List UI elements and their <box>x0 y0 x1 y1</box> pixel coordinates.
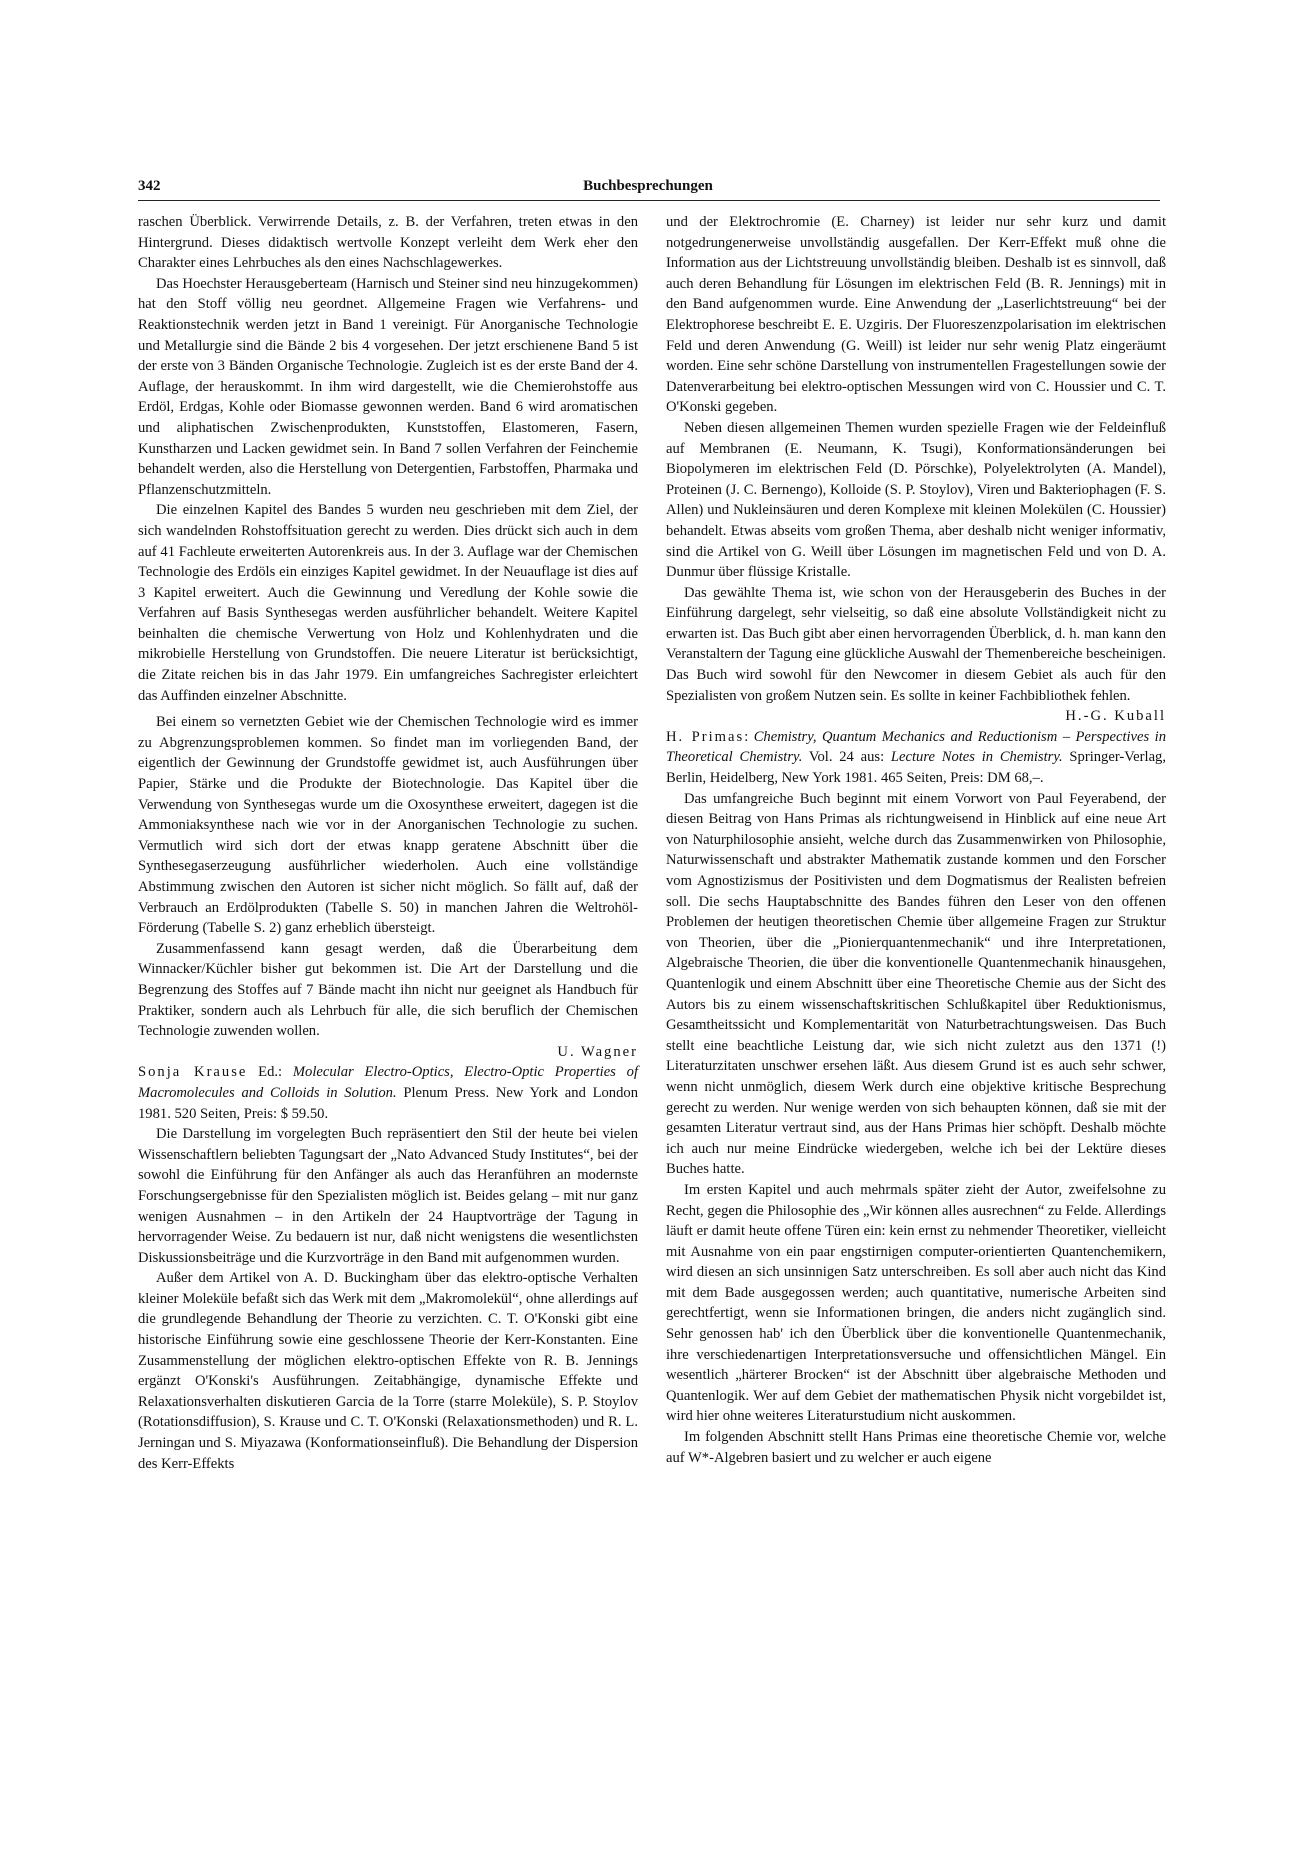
paragraph: Im ersten Kapitel und auch mehrmals später zieht der Autor, zweifelsohne zu Recht, gegen die Philosophie des „Wir können alles ausrechnen“ zu Felde. Allerdings läuft er damit heute offene Türen ein: kein ernst zu nehmender Theoretiker, vielleicht mit Ausnahme von ein paar engstirnigen computer-orientierten Quantenchemikern, wird diesen an sich unsinnigen Satz unterschreiben. Es soll aber auch nicht das Kind mit dem Bade ausgegossen werden; auch quantitative, numerische Arbeiten sind gerechtfertigt, wenn sie Informationen bringen, die anders nicht zugänglich sind. Sehr genossen hab' ich den Überblick über die konventionelle Quantenmechanik, ihre verschiedenartigen Interpretationsversuche und offensichtlichen Mängel. Ein wesentlich „härterer Brocken“ ist der Abschnitt über algebraische Methoden und Quantenlogik. Wer auf dem Gebiet der mathematischen Physik nicht vorgebildet ist, wird hier ohne weiteres Literaturstudium nicht auskommen. <box>666 1181 1166 1425</box>
paragraph: raschen Überblick. Verwirrende Details, z. B. der Verfahren, treten etwas in den Hintergrund. Dieses didaktisch wertvolle Konzept verleiht dem Werk eher den Charakter eines Lehrbuches als den eines Nachschlagewerkes. <box>138 214 638 272</box>
paragraph: Neben diesen allgemeinen Themen wurden spezielle Fragen wie der Feldeinfluß auf Membranen (E. Neumann, K. Tsugi), Konformationsänderungen bei Biopolymeren im elektrischen Feld (D. Pörschke), Polyelektrolyten (A. Mandel), Proteinen (J. C. Bernengo), Kolloide (S. P. Stoylov), Viren und Bakteriophagen (F. S. Allen) und Nukleinsäuren und deren Komplexe mit kleinen Molekülen (C. Houssier) behandelt. Etwas abseits vom großen Thema, aber deshalb nicht weniger informativ, sind die Artikel von G. Weill über Lösungen im magnetischen Feld und von D. A. Dunmur über flüssige Kristalle. <box>666 419 1166 581</box>
paragraph: Die Darstellung im vorgelegten Buch repräsentiert den Stil der heute bei vielen Wissenschaftlern beliebten Tagungsart der „Nato Advanced Study Institutes“, bei der sowohl die Einführung für den Anfänger als auch das Heranführen an modernste Forschungsergebnisse für den Spezialisten möglich ist. Beides gelang – mit nur ganz wenigen Ausnahmen – in den Artikeln der 24 Hauptvorträge der Tagung in hervorragender Weise. Zu bedauern ist nur, daß nicht wenigstens die wesentlichsten Diskussionsbeiträge und die Kurzvorträge in den Band mit aufgenommen wurden. <box>138 1126 638 1266</box>
book-publication-info: Plenum Press. New York and London 1981. 520 Seiten, Preis: $ 59.50. <box>138 1084 638 1122</box>
book-series: Lecture Notes in Chemistry. <box>890 749 1063 766</box>
paragraph: Das Hoechster Herausgeberteam (Harnisch und Steiner sind neu hinzugekommen) hat den Stoff völlig neu geordnet. Allgemeine Fragen wie Verfahrens- und Reaktionstechnik werden jetzt in Band 1 vereinigt. Für Anorganische Technologie und Metallurgie sind die Bände 2 bis 4 vorgesehen. Der jetzt erschienene Band 5 ist der erste von 3 Bänden Organische Technologie. Zugleich ist es der erste Band der 4. Auflage, der herauskommt. In ihm wird dargestellt, wie die Chemierohstoffe aus Erdöl, Erdgas, Kohle oder Biomasse gewonnen werden. Band 6 wird aromatischen und aliphatischen Zwischenprodukten, Kunststoffen, Elastomeren, Fasern, Kunstharzen und Lacken gewidmet sein. In Band 7 sollen Verfahren der Feinchemie behandelt werden, also die Herstellung von Detergentien, Farbstoffen, Pharmaka und Pflanzenschutzmitteln. <box>138 275 638 498</box>
running-title: Buchbesprechungen <box>583 178 713 194</box>
header-rule <box>138 200 1160 201</box>
right-column <box>666 212 1166 1468</box>
paragraph: Das gewählte Thema ist, wie schon von der Herausgeberin des Buches in der Einführung dargelegt, sehr vielseitig, so daß eine absolute Vollständigkeit nicht zu erwarten ist. Das Buch gibt aber einen hervorragenden Überblick, d. h. man kann den Veranstaltern der Tagung eine glückliche Auswahl der Themenbereiche bescheinigen. Das Buch wird sowohl für den Newcomer in diesem Gebiet als auch für den Spezialisten von großem Nutzen sein. Es sollte in keiner Fachbibliothek fehlen. <box>666 584 1166 704</box>
book-publication-info: Springer-Verlag, Berlin, Heidelberg, New York 1981. 465 Seiten, Preis: DM 68,–. <box>666 749 1166 787</box>
paragraph: Außer dem Artikel von A. D. Buckingham über das elektro-optische Verhalten kleiner Moleküle befaßt sich das Werk mit dem „Makromolekül“, ohne allerdings auf die grundlegende Behandlung der Theorie zu verzichten. C. T. O'Konski gibt eine historische Einführung sowie eine geschlossene Theorie der Kerr-Konstanten. Eine Zusammenstellung der möglichen elektro-optischen Effekte von R. B. Jennings ergänzt O'Konski's Ausführungen. Zeitabhängige, dynamische Effekte und Relaxationsverhalten diskutieren Garcia de la Torre (starre Moleküle), S. P. Stoylov (Rotationsdiffusion), S. Krause und C. T. O'Konski (Relaxationsmethoden) und R. L. Jerningan und S. Miyazawa (Konformationseinfluß). Die Behandlung der Dispersion des Kerr-Effekts <box>138 1270 638 1472</box>
page-header <box>138 178 1158 202</box>
paragraph: Bei einem so vernetzten Gebiet wie der Chemischen Technologie wird es immer zu Abgrenzungsproblemen kommen. So findet man im vorliegenden Band, der eigentlich der Gewinnung der Grundstoffe gewidmet ist, auch Ausführungen über Papier, Stärke und die Produkte der Biotechnologie. Das Kapitel über die Verwendung von Synthesegas wurde um die Oxosynthese erweitert, dagegen ist die Ammoniaksynthese nach wie vor in der Anorganischen Technologie zu suchen. Vermutlich wird sich dort der etwas knapp geratene Abschnitt über die Synthesegaserzeugung ausführlicher wiederholen. Auch eine vollständige Abstimmung zwischen den Autoren ist sicher nicht möglich. So fällt auf, daß der Verbrauch an Erdölprodukten (Tabelle S. 50) in manchen Jahren die Weltrohöl-Förderung (Tabelle S. 2) ganz erheblich übersteigt. <box>138 714 638 937</box>
page-number: 342 <box>138 178 161 194</box>
review-heading: H. Primas: Chemistry, Quantum Mechanics and Reductionism – Perspectives in Theoretical Chemistry. Vol. 24 aus: Lecture Notes in Chemistry. Springer-Verlag, Berlin, Heidelberg, New York 1981. 465 Seiten, Preis: DM 68,–. <box>666 728 1166 787</box>
left-column <box>138 212 638 1474</box>
paragraph: Im folgenden Abschnitt stellt Hans Primas eine theoretische Chemie vor, welche auf W*-Algebren basiert und zu welcher er auch eigene <box>666 1429 1166 1466</box>
book-title: Chemistry, Quantum Mechanics and Reductionism – Perspectives in Theoretical Chemistry. <box>666 728 1166 766</box>
reviewer-signature: H.-G. Kuball <box>1065 708 1166 725</box>
paragraph: Das umfangreiche Buch beginnt mit einem Vorwort von Paul Feyerabend, der diesen Beitrag von Hans Primas als richtungweisend in Hinblick auf eine neue Art von Naturphilosophie ansieht, welche durch das Zusammenwirken von Philosophie, Naturwissenschaft und abstrakter Mathematik zustande kommen und den Forscher vom Agnostizismus der Positivisten und dem Dogmatismus der Realisten befreien soll. Die sechs Hauptabschnitte des Bandes führen den Leser von den offenen Problemen der heutigen theoretischen Chemie über allgemeine Fragen zur Struktur von Theorien, über die „Pionierquantenmechanik“ und ihre Interpretationen, Algebraische Theorien, die über die konventionelle Quantenmechanik hinausgehen, Quantenlogik und einem Abschnitt über eine Theoretische Chemie aus der Sicht des Autors bis zu einem wissenschaftskritischen Schlußkapitel über Reduktionismus, Gesamtheitssicht und Komplementarität von Naturbetrachtungsweisen. Das Buch stellt eine beachtliche Leistung dar, wie sich nicht zuletzt aus den 1371 (!) Literaturzitaten unschwer ersehen läßt. Aus diesem Grund ist es auch sehr schwer, wenn nicht unmöglich, diesem Werk durch eine objektive kritische Besprechung gerecht zu werden. Nur wenige werden von sich behaupten können, daß sie mit der gesamten Literatur vertraut sind, aus der Hans Primas hier schöpft. Deshalb möchte ich auch nur meine Eindrücke wiedergeben, welche ich bei der Lektüre dieses Buches hatte. <box>666 790 1166 1178</box>
review-heading: Sonja Krause Ed.: Molecular Electro-Optics, Electro-Optic Properties of Macromolecules and Colloids in Solution. Plenum Press. New York and London 1981. 520 Seiten, Preis: $ 59.50. <box>138 1064 638 1122</box>
book-author: H. Primas <box>666 728 745 745</box>
paragraph: und der Elektrochromie (E. Charney) ist leider nur sehr kurz und damit notgedrungenerweise unvollständig ausgefallen. Der Kerr-Effekt muß ohne die Information aus der Lichtstreuung unvollständig bleiben. Deshalb ist es sinnvoll, daß auch deren Behandlung für Lösungen im elektrischen Feld (B. R. Jennings) mit in den Band aufgenommen wurde. Eine Anwendung der „Laserlichtstreuung“ bei der Elektrophorese beschreibt E. E. Uzgiris. Der Fluoreszenzpolarisation im elektrischen Feld und deren Anwendung (G. Weill) ist leider nur sehr wenig Platz eingeräumt worden. Eine sehr schöne Darstellung von instrumentellen Fragestellungen sowie der Datenverarbeitung bei elektro-optischen Messungen wird von C. Houssier und C. T. O'Konski gegeben. <box>666 214 1166 416</box>
paragraph: Die einzelnen Kapitel des Bandes 5 wurden neu geschrieben mit dem Ziel, der sich wandelnden Rohstoffsituation gerecht zu werden. Dies drückt sich auch in dem auf 41 Fachleute erweiterten Autorenkreis aus. In der 3. Auflage war der Chemischen Technologie des Erdöls ein einziges Kapitel gewidmet. In der Neuauflage ist dies auf 3 Kapitel erweitert. Auch die Gewinnung und Veredlung der Kohle sowie die Verfahren auf Basis Synthesegas werden ausführlicher behandelt. Weitere Kapitel beinhalten die chemische Verwertung von Holz und Kohlenhydraten und die mikrobielle Herstellung von Grundstoffen. Die neuere Literatur ist berücksichtigt, die Zitate reichen bis in das Jahr 1979. Ein umfangreiches Sachregister erleichtert das Auffinden einzelner Abschnitte. <box>138 502 638 704</box>
paragraph: Zusammenfassend kann gesagt werden, daß die Überarbeitung dem Winnacker/Küchler bisher gut bekommen ist. Die Art der Darstellung und die Begrenzung des Stoffes auf 7 Bände macht ihn nicht nur geeignet als Handbuch für Praktiker, sondern auch als Lehrbuch für alle, die sich beruflich der Chemischen Technologie zuwenden wollen. <box>138 940 638 1040</box>
book-author: Sonja Krause <box>138 1064 248 1081</box>
book-title: Molecular Electro-Optics, Electro-Optic Properties of Macromolecules and Colloids in Solution. <box>138 1064 638 1101</box>
reviewer-signature: U. Wagner <box>557 1043 638 1060</box>
